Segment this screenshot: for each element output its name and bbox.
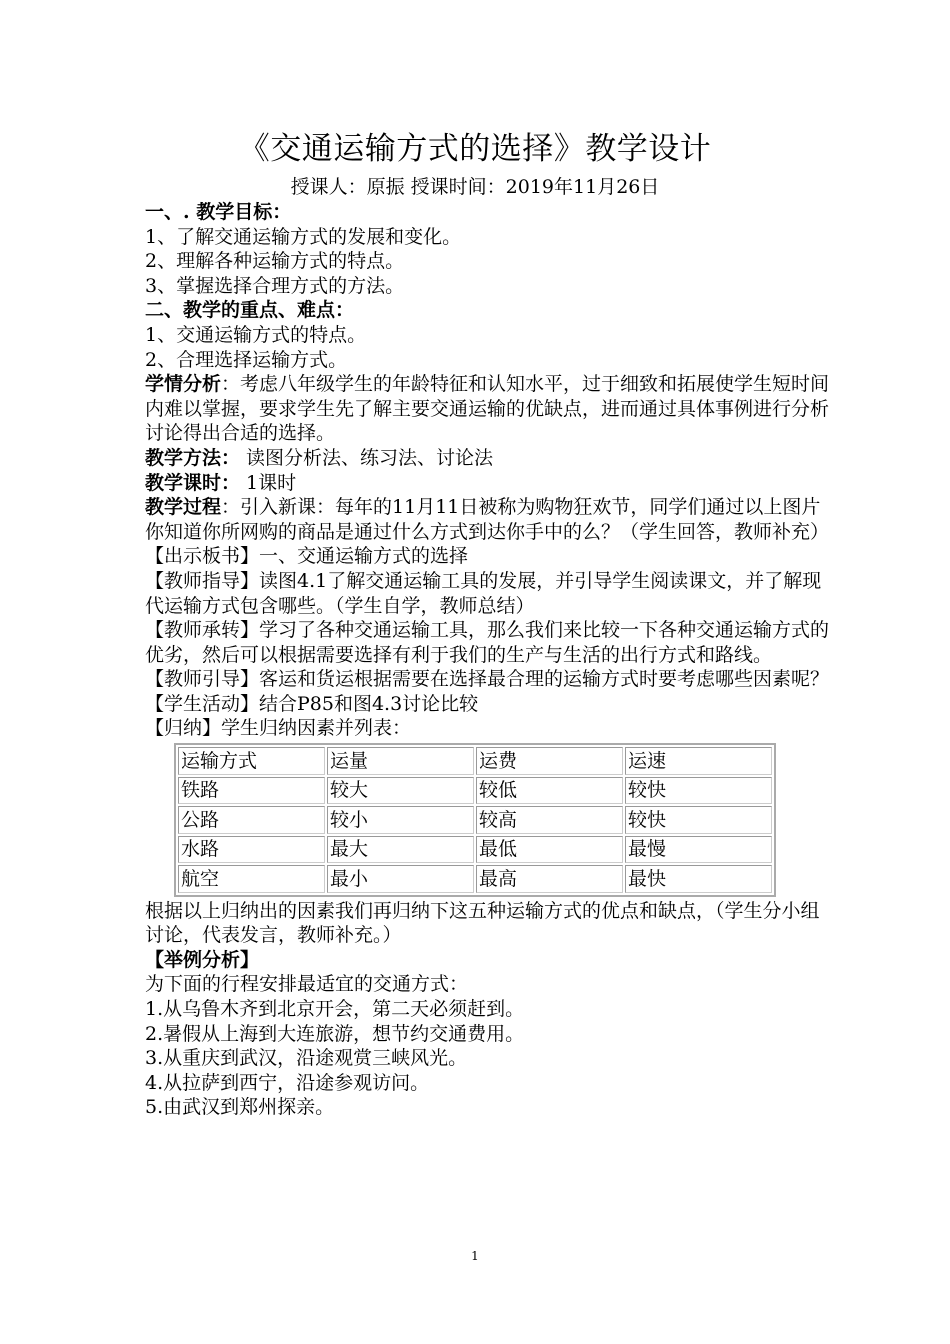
summary-paragraph: 根据以上归纳出的因素我们再归纳下这五种运输方式的优点和缺点，（学生分小组讨论，代表发言，教师补充。） — [145, 899, 820, 947]
class-hours-text: 1课时 — [240, 471, 297, 494]
table-header-cell: 运速 — [625, 747, 772, 775]
table-header-cell: 运量 — [327, 747, 474, 775]
student-analysis-label: 学情分析 — [145, 373, 222, 396]
table-cell: 最低 — [476, 836, 623, 864]
table-header-cell: 运费 — [476, 747, 623, 775]
class-hours-line — [145, 471, 835, 496]
table-header-row — [178, 747, 772, 775]
teaching-method-text: 读图分析法、练习法、讨论法 — [240, 446, 494, 469]
example-heading: 【举例分析】 — [145, 948, 260, 971]
page-title: 《交通运输方式的选择》教学设计 — [238, 131, 712, 167]
objective-item: 1、了解交通运输方式的发展和变化。 — [145, 225, 462, 248]
keypoint-item: 2、合理选择运输方式。 — [145, 348, 348, 371]
table-cell: 最小 — [327, 865, 474, 893]
process-step: 【教师引导】客运和货运根据需要在选择最合理的运输方式时要考虑哪些因素呢？ — [145, 668, 830, 691]
table-cell: 较低 — [476, 777, 623, 805]
table-header-cell: 运输方式 — [178, 747, 325, 775]
process-step: 【归纳】学生归纳因素并列表： — [145, 717, 412, 740]
table-cell: 较快 — [625, 777, 772, 805]
page-number: 1 — [471, 1249, 479, 1263]
section-heading-objectives: 一、. 教学目标： — [145, 201, 292, 223]
table-row — [178, 865, 772, 893]
example-intro: 为下面的行程安排最适宜的交通方式： — [145, 973, 469, 996]
table-cell: 较高 — [476, 806, 623, 834]
table-cell: 较小 — [327, 806, 474, 834]
table-cell: 最高 — [476, 865, 623, 893]
example-item: 3.从重庆到武汉，沿途观赏三峡风光。 — [145, 1047, 468, 1070]
keypoint-item: 1、交通运输方式的特点。 — [145, 323, 367, 346]
teaching-method-line — [145, 446, 835, 471]
example-item: 5.由武汉到郑州探亲。 — [145, 1096, 335, 1119]
student-analysis-paragraph — [145, 372, 835, 446]
teaching-process-paragraph — [145, 495, 835, 544]
table-row — [178, 836, 772, 864]
example-item: 4.从拉萨到西宁，沿途参观访问。 — [145, 1071, 430, 1094]
teaching-process-label: 教学过程 — [145, 496, 222, 519]
example-item: 1.从乌鲁木齐到北京开会，第二天必须赶到。 — [145, 997, 525, 1020]
table-cell: 公路 — [178, 806, 325, 834]
example-item: 2.暑假从上海到大连旅游，想节约交通费用。 — [145, 1022, 525, 1045]
process-step: 【出示板书】一、交通运输方式的选择 — [145, 545, 469, 568]
table-cell: 较快 — [625, 806, 772, 834]
table-cell: 较大 — [327, 777, 474, 805]
table-cell: 最快 — [625, 865, 772, 893]
table-cell: 最慢 — [625, 836, 772, 864]
table-cell: 最大 — [327, 836, 474, 864]
table-cell: 航空 — [178, 865, 325, 893]
process-step: 【教师指导】读图4.1了解交通运输工具的发展，并引导学生阅读课文，并了解现代运输方式包含哪些。（学生自学，教师总结） — [145, 569, 822, 617]
objective-item: 3、掌握选择合理方式的方法。 — [145, 274, 405, 297]
process-step: 【学生活动】结合P85和图4.3讨论比较 — [145, 692, 479, 715]
teaching-method-label: 教学方法： — [145, 446, 241, 469]
table-cell: 铁路 — [178, 777, 325, 805]
teaching-process-text: ：引入新课：每年的11月11日被称为购物狂欢节，同学们通过以上图片你知道你所网购的商品是通过什么方式到达你手中的么？（学生回答，教师补充） — [145, 496, 830, 543]
table-row — [178, 806, 772, 834]
student-analysis-text: ：考虑八年级学生的年龄特征和认知水平，过于细致和拓展使学生短时间内难以掌握，要求学生先了解主要交通运输的优缺点，进而通过具体事例进行分析讨论得出合适的选择。 — [145, 373, 830, 445]
objective-item: 2、理解各种运输方式的特点。 — [145, 250, 405, 273]
table-cell: 水路 — [178, 836, 325, 864]
class-hours-label: 教学课时： — [145, 471, 241, 494]
section-heading-keypoints: 二、教学的重点、难点： — [145, 299, 355, 322]
document-body — [145, 200, 835, 1120]
table-row — [178, 777, 772, 805]
lecture-info: 授课人：原振 授课时间：2019年11月26日 — [290, 176, 660, 198]
process-step: 【教师承转】学习了各种交通运输工具，那么我们来比较一下各种交通运输方式的优劣，然后可以根据需要选择有利于我们的生产与生活的出行方式和路线。 — [145, 619, 830, 666]
transport-factors-table — [174, 743, 776, 897]
